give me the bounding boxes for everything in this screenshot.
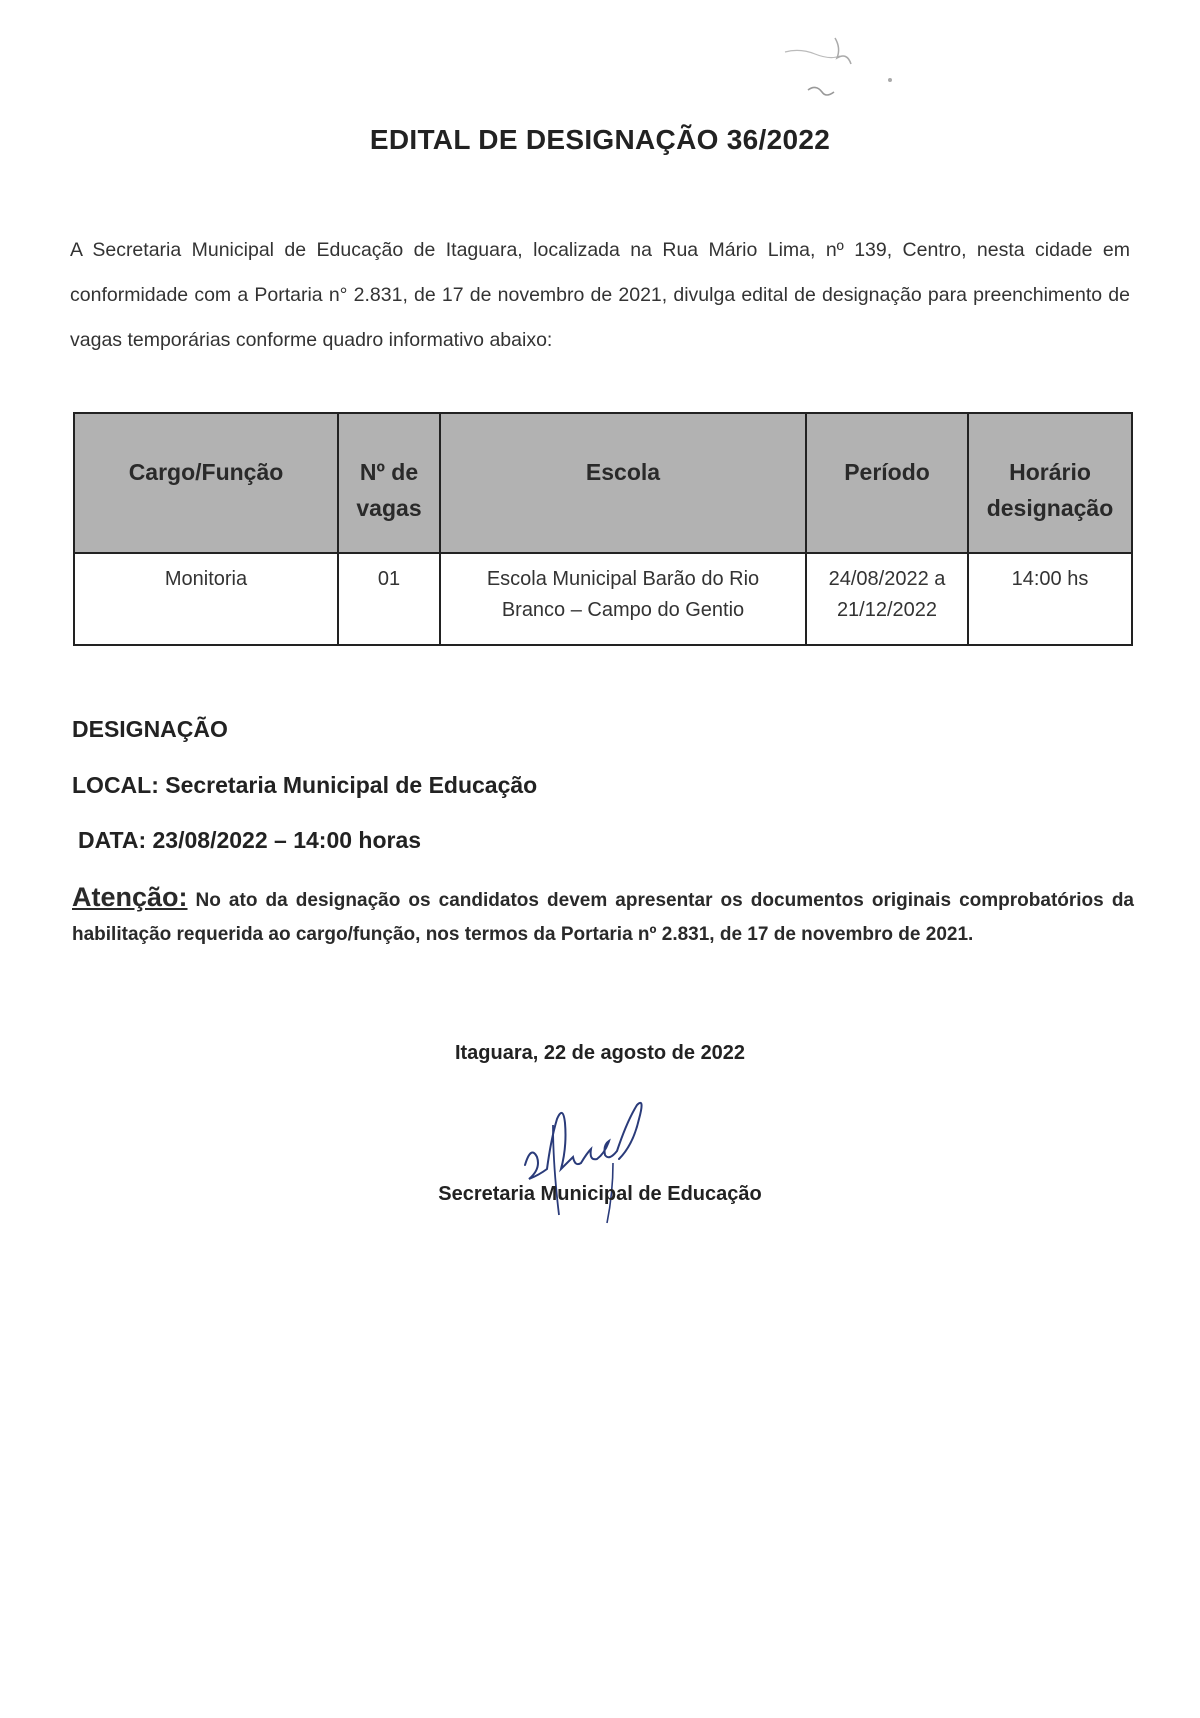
designation-date: DATA: 23/08/2022 – 14:00 horas xyxy=(78,827,422,853)
table-header-row xyxy=(74,413,1132,553)
header-periodo: Período xyxy=(806,413,968,553)
cell-periodo: 24/08/2022 a 21/12/2022 xyxy=(806,553,968,645)
cell-cargo: Monitoria xyxy=(74,553,338,645)
header-cargo: Cargo/Função xyxy=(74,413,338,553)
cell-escola: Escola Municipal Barão do Rio Branco – Campo do Gentio xyxy=(440,553,806,645)
intro-paragraph: A Secretaria Municipal de Educação de Itaguara, localizada na Rua Mário Lima, nº 139, Centro, nesta cidade em conformidade com a Portaria n° 2.831, de 17 de novembro de 2021, divulga edital de designação para preenchimento de vagas temporárias conforme quadro informativo abaixo: xyxy=(70,239,1130,351)
scan-marks xyxy=(780,30,920,120)
signatory: Secretaria Municipal de Educação xyxy=(438,1183,762,1205)
designation-heading: DESIGNAÇÃO xyxy=(72,716,228,742)
handwritten-signature xyxy=(505,1095,715,1235)
vacancy-table xyxy=(73,412,1133,646)
attention-label: Atenção: xyxy=(72,882,188,912)
cell-vagas: 01 xyxy=(338,553,440,645)
header-vagas: Nº de vagas xyxy=(338,413,440,553)
header-horario: Horário designação xyxy=(968,413,1132,553)
table-row xyxy=(74,553,1132,645)
attention-text: No ato da designação os candidatos devem apresentar os documentos originais comprobatórios da habilitação requerida ao cargo/função, nos termos da Portaria nº 2.831, de 17 de novembro de 2021. xyxy=(72,890,1134,945)
place-date: Itaguara, 22 de agosto de 2022 xyxy=(454,1042,746,1064)
cell-horario: 14:00 hs xyxy=(968,553,1132,645)
header-escola: Escola xyxy=(440,413,806,553)
document-title: EDITAL DE DESIGNAÇÃO 36/2022 xyxy=(369,124,831,155)
attention-paragraph xyxy=(72,880,1134,952)
designation-local: LOCAL: Secretaria Municipal de Educação xyxy=(72,772,538,798)
